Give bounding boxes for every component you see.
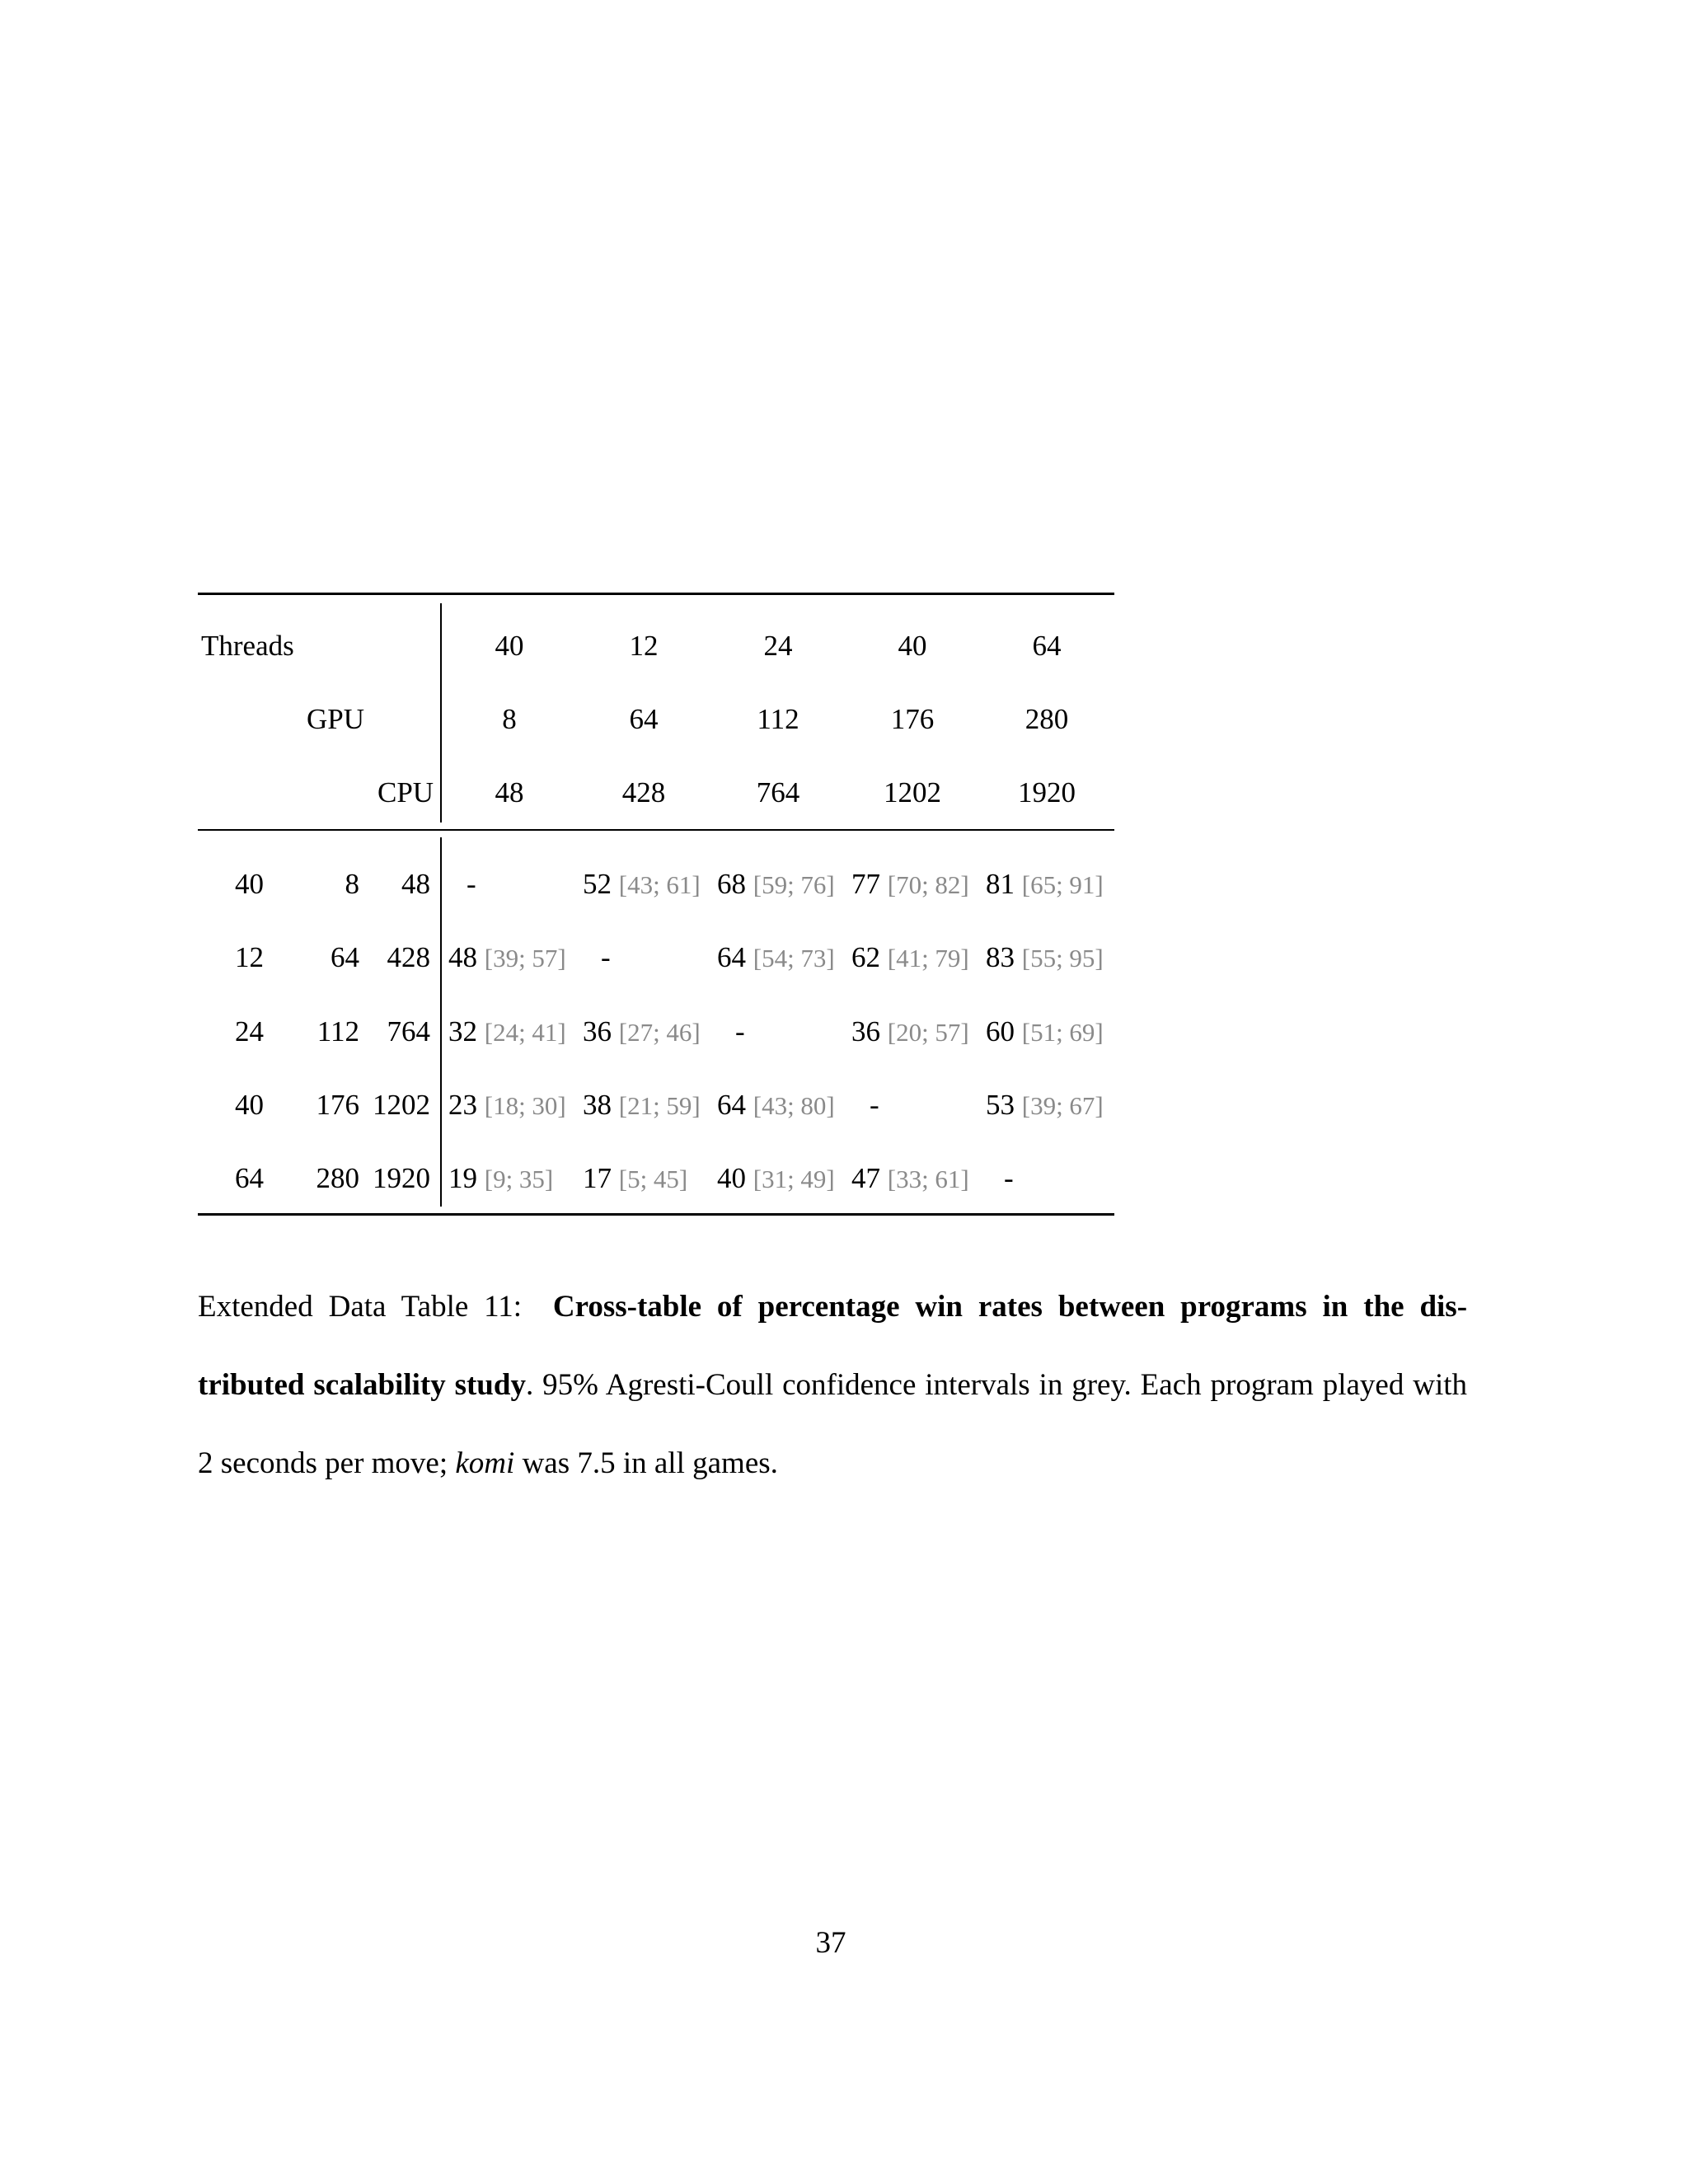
table-cell [986, 941, 1104, 975]
table-cell [583, 1162, 687, 1196]
table-cell [851, 868, 969, 902]
table-cell [986, 1089, 1104, 1122]
table-cell [467, 868, 476, 901]
table-body-separator [440, 837, 442, 1207]
row-threads: 24 [235, 1015, 264, 1047]
win-rate-value: 83 [986, 941, 1015, 973]
table-cell [986, 868, 1104, 902]
table-cell [717, 941, 835, 975]
cpu-label: CPU [377, 776, 434, 808]
table-cell [448, 1089, 566, 1122]
header-cpu-value: 48 [495, 776, 524, 808]
table-top-rule [198, 593, 1114, 595]
row-gpu: 112 [316, 1015, 359, 1047]
table-cell [601, 941, 611, 974]
win-rate-value: 36 [583, 1015, 612, 1047]
page-number: 37 [815, 1926, 846, 1960]
confidence-interval: [18; 30] [484, 1091, 566, 1120]
confidence-interval: [27; 46] [618, 1018, 701, 1047]
header-threads-value: 24 [763, 630, 793, 662]
confidence-interval: [54; 73] [753, 944, 835, 972]
confidence-interval: [24; 41] [484, 1018, 566, 1047]
table-cell [851, 1162, 969, 1196]
header-threads-value: 64 [1032, 630, 1062, 662]
header-gpu-value: 280 [1025, 703, 1069, 735]
caption-title-2: tributed scalability study [198, 1368, 526, 1402]
table-cell [448, 941, 566, 975]
header-gpu-value: 112 [757, 703, 799, 735]
table-cell [717, 868, 835, 902]
confidence-interval: [39; 67] [1021, 1091, 1104, 1120]
row-threads: 12 [235, 941, 264, 973]
win-rate-value: 62 [851, 941, 880, 973]
caption-italic: komi [455, 1446, 515, 1480]
win-rate-value: 77 [851, 868, 880, 900]
row-cpu: 1920 [373, 1162, 430, 1194]
table-header-rule [198, 829, 1114, 831]
confidence-interval: [59; 76] [753, 870, 835, 899]
row-cpu: 764 [387, 1015, 430, 1047]
table-cell [717, 1162, 835, 1196]
table-cell [986, 1015, 1104, 1049]
caption-title-1: Cross-table of percentage win rates between programs in the dis- [552, 1290, 1468, 1324]
confidence-interval: [51; 69] [1021, 1018, 1104, 1047]
header-threads-value: 40 [898, 630, 927, 662]
header-threads-value: 12 [629, 630, 659, 662]
row-cpu: 428 [387, 941, 430, 973]
table-cell [583, 1015, 701, 1049]
table-cell [448, 1015, 566, 1049]
table-caption [198, 1268, 1467, 1502]
win-rate-value: 19 [448, 1162, 477, 1194]
threads-label: Threads [201, 630, 294, 662]
caption-text-2: with 2 seconds per move; [198, 1368, 1467, 1480]
row-threads: 40 [235, 1089, 264, 1121]
row-threads: 40 [235, 868, 264, 900]
row-cpu: 1202 [373, 1089, 430, 1121]
header-cpu-value: 764 [756, 776, 800, 808]
confidence-interval: [55; 95] [1021, 944, 1104, 972]
table-cell [583, 1089, 701, 1122]
header-gpu-value: 8 [502, 703, 517, 735]
empty-cell-dash: - [870, 1089, 879, 1121]
empty-cell-dash: - [467, 868, 476, 900]
win-rate-value: 60 [986, 1015, 1015, 1047]
caption-prefix: Extended Data Table 11: [198, 1290, 523, 1324]
table-cell [851, 1015, 969, 1049]
win-rate-value: 81 [986, 868, 1015, 900]
win-rate-value: 17 [583, 1162, 612, 1194]
table-cell [583, 868, 701, 902]
table-cell [851, 941, 969, 975]
win-rate-value: 47 [851, 1162, 880, 1194]
header-cpu-value: 1920 [1018, 776, 1076, 808]
row-threads: 64 [235, 1162, 264, 1194]
win-rate-value: 64 [717, 941, 746, 973]
confidence-interval: [39; 57] [484, 944, 566, 972]
confidence-interval: [41; 79] [887, 944, 969, 972]
row-gpu: 176 [316, 1089, 359, 1121]
confidence-interval: [70; 82] [887, 870, 969, 899]
confidence-interval: [31; 49] [753, 1165, 835, 1193]
win-rate-value: 38 [583, 1089, 612, 1121]
empty-cell-dash: - [1004, 1162, 1014, 1194]
table-cell [448, 1162, 553, 1196]
confidence-interval: [43; 61] [618, 870, 701, 899]
header-gpu-value: 64 [629, 703, 659, 735]
empty-cell-dash: - [735, 1015, 745, 1047]
table-cell [870, 1089, 879, 1122]
empty-cell-dash: - [601, 941, 611, 973]
confidence-interval: [21; 59] [618, 1091, 701, 1120]
caption-text-1: . 95% Agresti-Coull confidence intervals in grey. Each program played [525, 1368, 1404, 1402]
win-rate-value: 68 [717, 868, 746, 900]
win-rate-value: 40 [717, 1162, 746, 1194]
row-gpu: 280 [316, 1162, 359, 1194]
table-cell [735, 1015, 745, 1048]
confidence-interval: [9; 35] [484, 1165, 554, 1193]
win-rate-value: 36 [851, 1015, 880, 1047]
win-rate-value: 32 [448, 1015, 477, 1047]
win-rate-value: 53 [986, 1089, 1015, 1121]
header-cpu-value: 428 [621, 776, 666, 808]
confidence-interval: [65; 91] [1021, 870, 1104, 899]
confidence-interval: [33; 61] [887, 1165, 969, 1193]
confidence-interval: [43; 80] [753, 1091, 835, 1120]
row-gpu: 64 [331, 941, 359, 973]
table-header-separator [440, 603, 442, 823]
table-bottom-rule [198, 1213, 1114, 1216]
table-cell [1004, 1162, 1014, 1195]
row-gpu: 8 [345, 868, 359, 900]
caption-text-3: was 7.5 in all games. [514, 1446, 778, 1480]
win-rate-value: 23 [448, 1089, 477, 1121]
table-cell [717, 1089, 835, 1122]
row-cpu: 48 [401, 868, 430, 900]
win-rate-value: 48 [448, 941, 477, 973]
confidence-interval: [5; 45] [618, 1165, 688, 1193]
gpu-label: GPU [307, 703, 365, 735]
header-cpu-value: 1202 [884, 776, 941, 808]
win-rate-value: 52 [583, 868, 612, 900]
confidence-interval: [20; 57] [887, 1018, 969, 1047]
header-gpu-value: 176 [890, 703, 935, 735]
win-rate-value: 64 [717, 1089, 746, 1121]
header-threads-value: 40 [495, 630, 524, 662]
